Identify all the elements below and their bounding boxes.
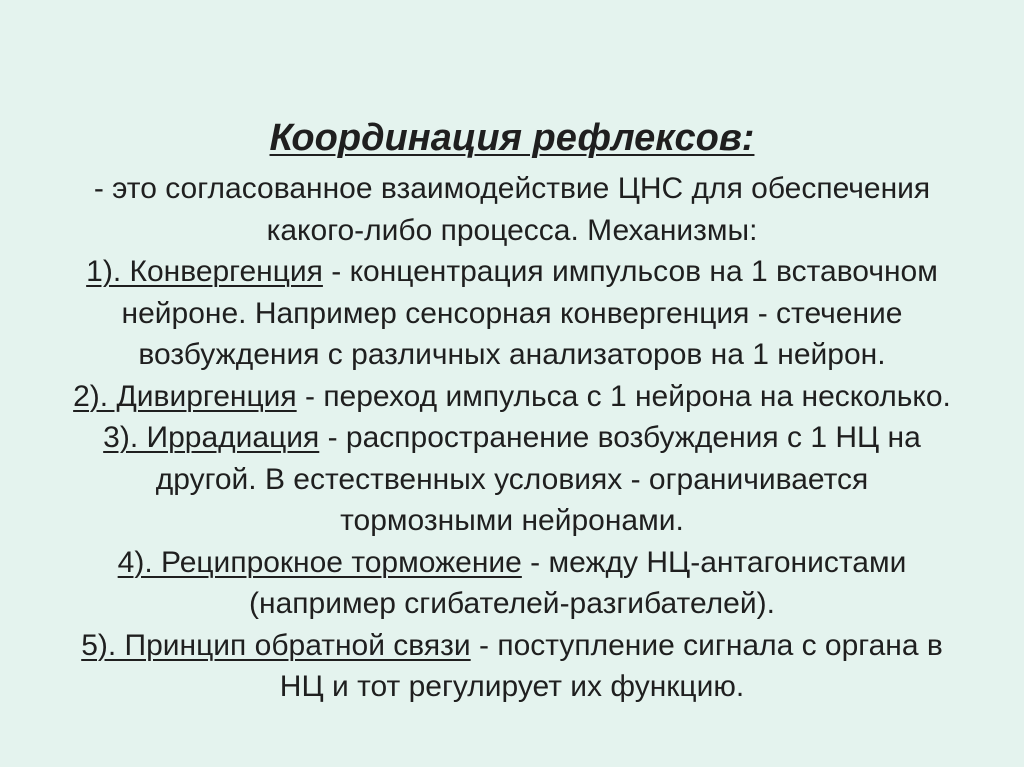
slide-title: Координация рефлексов: [269, 117, 755, 159]
mechanism-item-3 [0, 417, 1024, 459]
mechanism-term: 5). Принцип обратной связи [81, 628, 471, 662]
mechanism-item-1 [0, 251, 1024, 293]
mechanism-term: 4). Реципрокное торможение [117, 545, 522, 579]
mechanism-continuation: (например сгибателей-разгибателей). [249, 587, 775, 620]
mechanism-term: 2). Дивиргенция [73, 379, 297, 413]
mechanism-description: - концентрация импульсов на 1 вставочном [322, 255, 938, 288]
mechanism-item-4 [0, 542, 1024, 584]
mechanism-continuation: другой. В естественных условиях - ограничивается [155, 462, 869, 496]
intro-line: - это согласованное взаимодействие ЦНС для обеспечения [93, 172, 931, 205]
mechanism-continuation: нейроне. Например сенсорная конвергенция - стечение [121, 296, 903, 330]
mechanism-term: 3). Иррадиация [103, 421, 320, 454]
mechanism-continuation: возбуждения с различных анализаторов на 1 нейрон. [138, 338, 886, 371]
mechanism-description: - поступление сигнала с органа в [470, 628, 943, 662]
mechanism-continuation: тормозными нейронами. [340, 504, 684, 537]
mechanism-description: - между НЦ-антагонистами [521, 545, 907, 579]
intro-line: какого-либо процесса. Механизмы: [266, 213, 758, 247]
mechanism-term: 1). Конвергенция [86, 255, 323, 288]
mechanism-continuation: НЦ и тот регулирует их функцию. [279, 670, 745, 703]
mechanism-description: - распространение возбуждения с 1 НЦ на [319, 421, 921, 454]
mechanism-description: - переход импульса с 1 нейрона на несколько. [296, 379, 951, 413]
mechanism-item-5 [0, 625, 1024, 667]
slide-content [0, 108, 1024, 708]
mechanism-item-2 [0, 376, 1024, 418]
